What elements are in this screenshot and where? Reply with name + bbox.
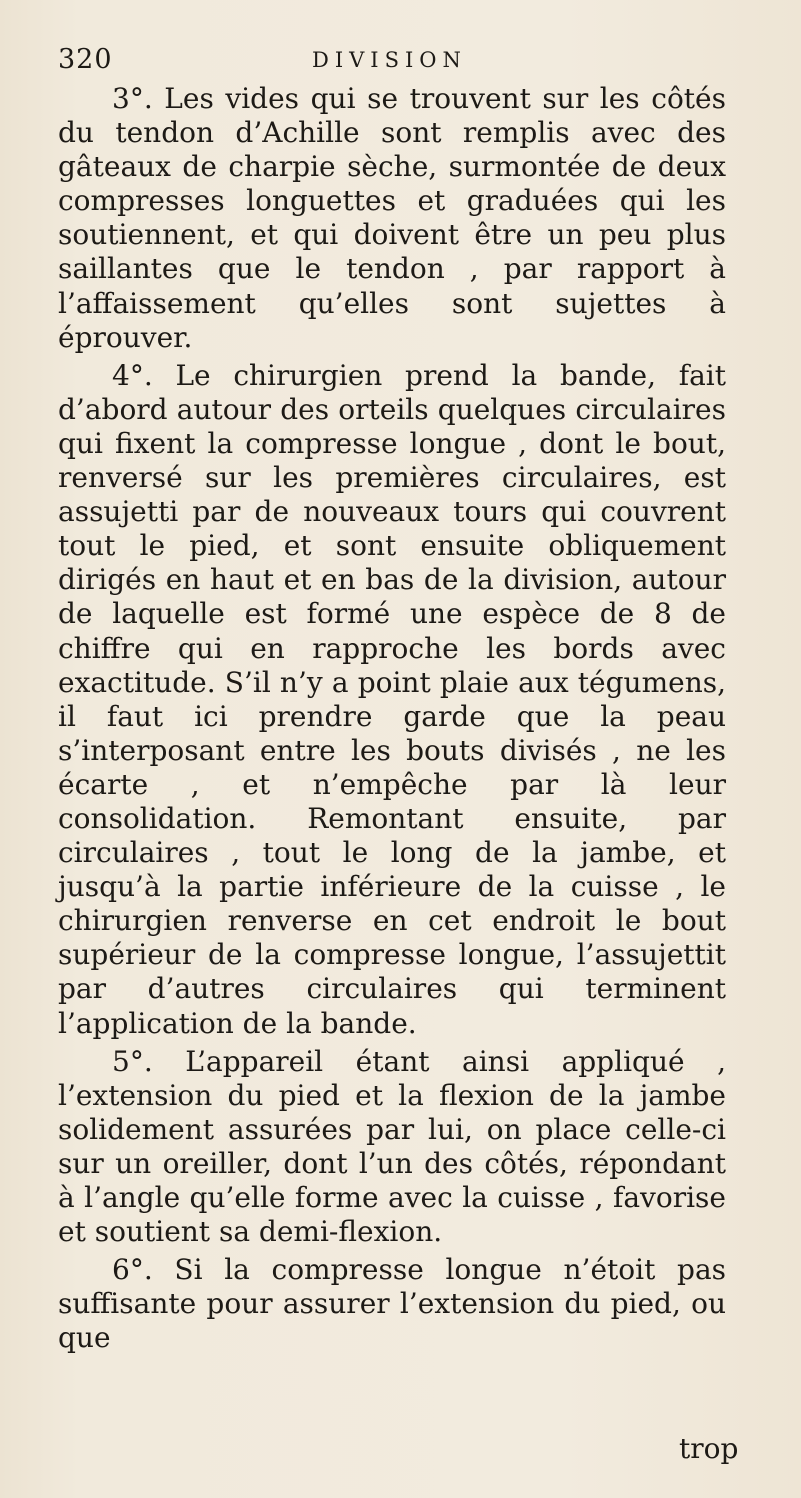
running-head: DIVISION bbox=[312, 48, 467, 72]
paragraph-3: 3°. Les vides qui se trouvent sur les côtés du tendon d’Achille sont remplis avec des gâteaux de charpie sèche, surmontée de deux compresses longuettes et graduées qui les soutiennent, et qui doivent être un peu plus saillantes que le tendon , par rapport à l’affaissement qu’elles sont sujettes à éprouver. bbox=[58, 82, 726, 354]
body-text bbox=[58, 82, 726, 1355]
page-header bbox=[58, 44, 718, 84]
page-number: 320 bbox=[58, 44, 113, 75]
paragraph-5: 5°. L’appareil étant ainsi appliqué , l’extension du pied et la flexion de la jambe solidement assurées par lui, on place celle-ci sur un oreiller, dont l’un des côtés, répondant à l’angle qu’elle forme avec la cuisse , favorise et soutient sa demi-flexion. bbox=[58, 1044, 726, 1249]
paragraph-6: 6°. Si la compresse longue n’étoit pas suffisante pour assurer l’extension du pied, ou que bbox=[58, 1253, 726, 1355]
catchword: trop bbox=[679, 1432, 739, 1465]
paragraph-4: 4°. Le chirurgien prend la bande, fait d’abord autour des orteils quelques circulaires qui fixent la compresse longue , dont le bout, renversé sur les premières circulaires, est assujetti par de nouveaux tours qui couvrent tout le pied, et sont ensuite obliquement dirigés en haut et en bas de la division, autour de laquelle est formé une espèce de 8 de chiffre qui en rapproche les bords avec exactitude. S’il n’y a point plaie aux tégumens, il faut ici prendre garde que la peau s’interposant entre les bouts divisés , ne les écarte , et n’empêche par là leur consolidation. Remontant ensuite, par circulaires , tout le long de la jambe, et jusqu’à la partie inférieure de la cuisse , le chirurgien renverse en cet endroit le bout supérieur de la compresse longue, l’assujettit par d’autres circulaires qui terminent l’application de la bande. bbox=[58, 358, 726, 1040]
